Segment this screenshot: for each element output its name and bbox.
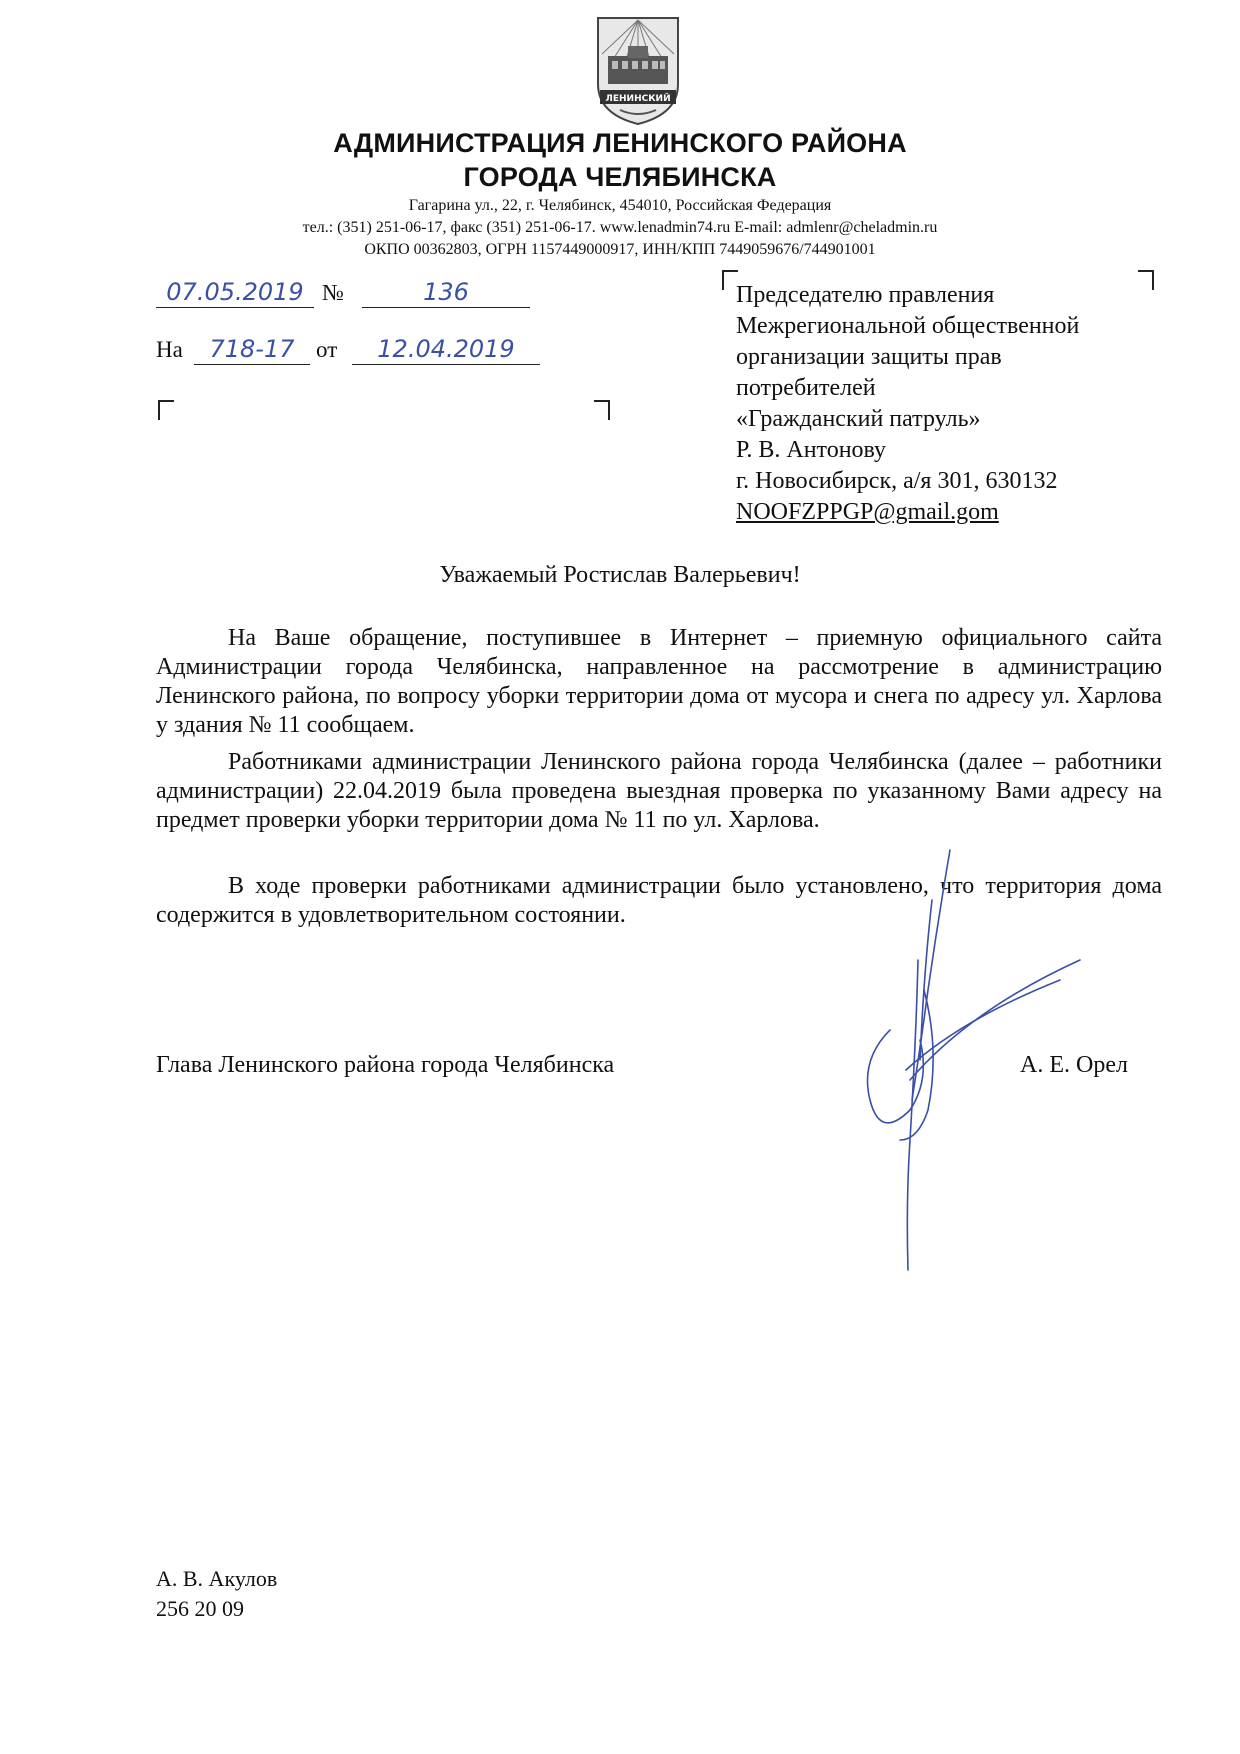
reply-date: 12.04.2019 bbox=[352, 334, 540, 365]
addressee-line: потребителей bbox=[736, 375, 876, 401]
outgoing-date: 07.05.2019 bbox=[156, 277, 314, 308]
outgoing-number: 136 bbox=[362, 277, 530, 308]
org-title-line1: АДМИНИСТРАЦИЯ ЛЕНИНСКОГО РАЙОНА bbox=[333, 128, 907, 158]
addressee-line: Председателю правления bbox=[736, 282, 995, 308]
body-paragraph-1: На Ваше обращение, поступившее в Интернет – приемную официального сайта Администрации города Челябинска, направленное на рассмотрение в администрацию Ленинского района, по вопросу уборки территории дома от мусора и снега по адресу ул. Харлова у здания № 11 сообщаем. bbox=[156, 625, 1162, 738]
addressee-line: «Гражданский патруль» bbox=[736, 406, 981, 432]
addressee-line: Межрегиональной общественной bbox=[736, 313, 1080, 339]
signatory-name: А. Е. Орел bbox=[1020, 1052, 1128, 1078]
addressee-line: г. Новосибирск, а/я 301, 630132 bbox=[736, 468, 1058, 494]
from-label: от bbox=[316, 337, 338, 362]
addressee-line: организации защиты прав bbox=[736, 344, 1002, 370]
body-paragraph-3: В ходе проверки работниками администрации было установлено, что территория дома содержится в удовлетворительном состоянии. bbox=[156, 873, 1162, 928]
corner-mark-top-right bbox=[594, 400, 610, 420]
emblem-label: ЛЕНИНСКИЙ bbox=[605, 94, 671, 104]
executor-block bbox=[156, 1564, 277, 1624]
addressee-line: Р. В. Антонову bbox=[736, 437, 887, 463]
body-paragraph-2: Работниками администрации Ленинского района города Челябинска (далее – работники администрации) 22.04.2019 была проведена выездная проверка по указанному Вами адресу на предмет проверки уборки территории дома № 11 по ул. Харлова. bbox=[156, 749, 1162, 833]
reply-number: 718-17 bbox=[194, 334, 310, 365]
signatory-position: Глава Ленинского района города Челябинска bbox=[156, 1052, 615, 1078]
org-contacts: тел.: (351) 251-06-17, факс (351) 251-06-17. www.lenadmin74.ru E-mail: admlenr@cheladmin.ru bbox=[302, 219, 938, 236]
org-address: Гагарина ул., 22, г. Челябинск, 454010, Российская Федерация bbox=[408, 197, 832, 214]
executor-phone: 256 20 09 bbox=[156, 1596, 244, 1621]
addressee-block bbox=[736, 280, 1166, 528]
corner-mark-top-left bbox=[158, 400, 174, 420]
executor-name: А. В. Акулов bbox=[156, 1566, 278, 1591]
org-codes: ОКПО 00362803, ОГРН 1157449000917, ИНН/КПП 7449059676/744901001 bbox=[364, 241, 876, 258]
addressee-email: NOOFZPPGP@gmail.gom bbox=[736, 499, 999, 525]
org-title-line2: ГОРОДА ЧЕЛЯБИНСКА bbox=[463, 162, 777, 192]
coat-of-arms-emblem bbox=[590, 14, 686, 128]
salutation: Уважаемый Ростислав Валерьевич! bbox=[439, 562, 801, 588]
reply-label: На bbox=[156, 337, 183, 362]
number-label: № bbox=[322, 280, 344, 305]
